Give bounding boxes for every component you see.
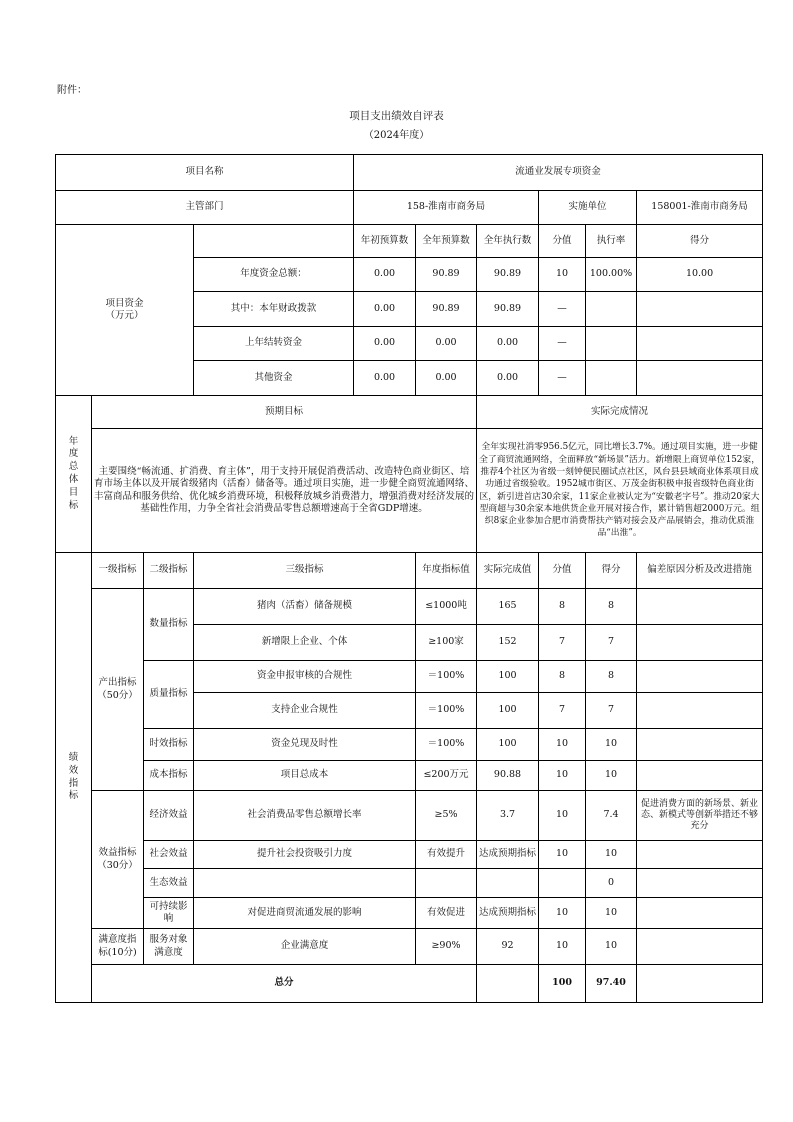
- perf-header: 二级指标: [144, 553, 194, 589]
- funds-cell: 90.89: [477, 292, 539, 327]
- indicator-note: [637, 729, 763, 761]
- indicator-name: 资金申报审核的合规性: [194, 661, 416, 693]
- funds-cell: [637, 327, 763, 361]
- project-name-label: 项目名称: [56, 155, 354, 191]
- indicator-score: 8: [539, 661, 586, 693]
- indicator-got: 7: [586, 625, 637, 661]
- indicator-actual: 152: [477, 625, 539, 661]
- indicator-note: [637, 661, 763, 693]
- project-name-value: 流通业发展专项资金: [354, 155, 763, 191]
- funds-row-name: 其他资金: [194, 361, 354, 396]
- impl-unit-value: 158001-淮南市商务局: [637, 191, 763, 225]
- indicator-got: 7: [586, 693, 637, 729]
- indicator-target: 有效促进: [416, 898, 477, 929]
- actual-result-text: 全年实现社消零956.5亿元，同比增长3.7%。通过项目实施，进一步健全了商贸流通网络，全面释放“新场景”活力。新增限上商贸单位152家，推荐4个社区为省级一刻钟便民圈试点社区，风台县县域商业体系项目成功通过省级验收。1952城市街区、万茂金街积极申报省级特色商业街区，新引进首店30余家，11家企业被认定为“安徽老字号”。推动20家大型商超与30余家本地供货企业开展对接合作，累计销售超2000万元。组织8家企业参加合肥市消费帮扶产销对接会及产品展销会，推动优质淮品“出淮”。: [477, 429, 763, 553]
- perf-row: [56, 869, 763, 898]
- expected-goal-text: 主要围绕“畅流通、扩消费、育主体”，用于支持开展促消费活动、改造特色商业街区、培育市场主体以及开展省级猪肉（活畜）储备等。通过项目实施，进一步健全商贸流通网络、丰富商品和服务供给、优化城乡消费环境，积极释放城乡消费潜力，增强消费对经济发展的基础性作用，力争全省社会消费品零售总额增速高于全省GDP增速。: [92, 429, 477, 553]
- perf-row: [56, 729, 763, 761]
- sustainable-label: 可持续影 响: [144, 898, 194, 929]
- perf-header: 得分: [586, 553, 637, 589]
- funds-row-name: 其中：本年财政拨款: [194, 292, 354, 327]
- perf-header: 偏差原因分析及改进措施: [637, 553, 763, 589]
- year-subtitle: （2024年度）: [363, 130, 430, 141]
- indicator-note: [637, 589, 763, 625]
- indicator-note: [637, 761, 763, 791]
- attachment-label: 附件：: [57, 85, 87, 96]
- indicator-got: 10: [586, 729, 637, 761]
- dept-value: 158-淮南市商务局: [354, 191, 539, 225]
- total-score: 100: [539, 965, 586, 1003]
- indicator-actual: 165: [477, 589, 539, 625]
- funds-cell: 0.00: [477, 327, 539, 361]
- indicator-actual: 3.7: [477, 791, 539, 841]
- indicator-actual: 100: [477, 661, 539, 693]
- funds-cell: 0.00: [354, 258, 416, 292]
- indicator-name: 资金兑现及时性: [194, 729, 416, 761]
- funds-header: 全年执行数: [477, 225, 539, 258]
- funds-cell: [586, 327, 637, 361]
- perf-header: 实际完成值: [477, 553, 539, 589]
- funds-header: 执行率: [586, 225, 637, 258]
- department-row: [56, 191, 763, 225]
- total-got: 97.40: [586, 965, 637, 1003]
- funds-cell: 90.89: [416, 292, 477, 327]
- self-evaluation-table: [55, 154, 763, 1003]
- indicator-target: 有效提升: [416, 841, 477, 869]
- quantity-label: 数量指标: [144, 589, 194, 661]
- funds-cell: [637, 292, 763, 327]
- satisfaction-indicator-label: 满意度指 标(10分): [92, 929, 144, 965]
- perf-row: [56, 841, 763, 869]
- indicator-note: [637, 625, 763, 661]
- funds-header: 分值: [539, 225, 586, 258]
- indicator-actual: 90.88: [477, 761, 539, 791]
- indicator-name: 支持企业合规性: [194, 693, 416, 729]
- expected-goal-header: 预期目标: [92, 396, 477, 429]
- perf-row: [56, 929, 763, 965]
- indicator-got: 8: [586, 589, 637, 625]
- funds-header-row: [56, 225, 763, 258]
- indicator-target: ≥90%: [416, 929, 477, 965]
- funds-row-name: 上年结转资金: [194, 327, 354, 361]
- funds-cell: [586, 361, 637, 396]
- indicator-name: 猪肉（活畜）储备规模: [194, 589, 416, 625]
- indicator-note: [637, 841, 763, 869]
- perf-header: 三级指标: [194, 553, 416, 589]
- indicator-target: ＝100%: [416, 661, 477, 693]
- perf-row: [56, 898, 763, 929]
- funds-cell: —: [539, 361, 586, 396]
- indicator-got: 10: [586, 898, 637, 929]
- perf-header: 年度指标值: [416, 553, 477, 589]
- perf-row: [56, 661, 763, 693]
- service-satisfaction-label: 服务对象 满意度: [144, 929, 194, 965]
- total-row: [56, 965, 763, 1003]
- indicator-name: 社会消费品零售总额增长率: [194, 791, 416, 841]
- funds-cell: —: [539, 292, 586, 327]
- indicator-got: 0: [586, 869, 637, 898]
- perf-header: 一级指标: [92, 553, 144, 589]
- indicator-name: 对促进商贸流通发展的影响: [194, 898, 416, 929]
- ecological-label: 生态效益: [144, 869, 194, 898]
- funds-label: 项目资金 （万元）: [56, 225, 194, 396]
- indicator-note: [637, 898, 763, 929]
- indicator-score: 10: [539, 729, 586, 761]
- goals-label: 年度总体目标: [68, 435, 79, 511]
- indicator-got: 10: [586, 761, 637, 791]
- page-title: 项目支出绩效自评表: [349, 110, 444, 122]
- funds-cell: 10.00: [637, 258, 763, 292]
- funds-cell: 0.00: [354, 327, 416, 361]
- actual-result-header: 实际完成情况: [477, 396, 763, 429]
- indicator-name: 企业满意度: [194, 929, 416, 965]
- funds-cell: 0.00: [354, 292, 416, 327]
- indicator-name: [194, 869, 416, 898]
- total-label: 总分: [92, 965, 477, 1003]
- funds-header: 年初预算数: [354, 225, 416, 258]
- quality-label: 质量指标: [144, 661, 194, 729]
- funds-cell: 0.00: [477, 361, 539, 396]
- indicator-note: [637, 869, 763, 898]
- social-label: 社会效益: [144, 841, 194, 869]
- indicator-actual: [477, 869, 539, 898]
- funds-row-name: 年度资金总额：: [194, 258, 354, 292]
- funds-cell: [637, 361, 763, 396]
- indicator-target: ≤1000吨: [416, 589, 477, 625]
- indicator-score: 10: [539, 841, 586, 869]
- timeliness-label: 时效指标: [144, 729, 194, 761]
- indicator-note: [637, 929, 763, 965]
- dept-label: 主管部门: [56, 191, 354, 225]
- perf-header-row: [56, 553, 763, 589]
- indicator-name: 新增限上企业、个体: [194, 625, 416, 661]
- funds-cell: 0.00: [416, 327, 477, 361]
- funds-header: 得分: [637, 225, 763, 258]
- indicator-score: 7: [539, 625, 586, 661]
- indicator-actual: 92: [477, 929, 539, 965]
- indicator-score: 8: [539, 589, 586, 625]
- benefit-indicator-label: 效益指标 （30分）: [92, 791, 144, 929]
- funds-header-blank: [194, 225, 354, 258]
- indicator-actual: 达成预期指标: [477, 898, 539, 929]
- indicator-score: 7: [539, 693, 586, 729]
- total-blank: [477, 965, 539, 1003]
- economic-label: 经济效益: [144, 791, 194, 841]
- funds-cell: 10: [539, 258, 586, 292]
- indicator-score: 10: [539, 791, 586, 841]
- indicator-got: 10: [586, 929, 637, 965]
- funds-cell: —: [539, 327, 586, 361]
- cost-label: 成本指标: [144, 761, 194, 791]
- indicator-target: ≥100家: [416, 625, 477, 661]
- indicator-target: ＝100%: [416, 693, 477, 729]
- indicator-score: 10: [539, 929, 586, 965]
- indicator-got: 10: [586, 841, 637, 869]
- indicator-actual: 达成预期指标: [477, 841, 539, 869]
- total-note: [637, 965, 763, 1003]
- funds-cell: 100.00%: [586, 258, 637, 292]
- perf-header: 分值: [539, 553, 586, 589]
- output-indicator-label: 产出指标 （50分）: [92, 589, 144, 791]
- perf-row: [56, 589, 763, 625]
- funds-cell: 0.00: [354, 361, 416, 396]
- indicator-name: 提升社会投资吸引力度: [194, 841, 416, 869]
- indicator-score: [539, 869, 586, 898]
- indicator-name: 项目总成本: [194, 761, 416, 791]
- indicator-actual: 100: [477, 729, 539, 761]
- indicator-target: [416, 869, 477, 898]
- indicator-got: 7.4: [586, 791, 637, 841]
- funds-cell: 0.00: [416, 361, 477, 396]
- funds-cell: 90.89: [477, 258, 539, 292]
- indicator-score: 10: [539, 761, 586, 791]
- goals-content-row: [56, 429, 763, 553]
- indicator-note: 促进消费方面的新场景、新业态、新模式等创新举措还不够充分: [637, 791, 763, 841]
- indicator-target: ≥5%: [416, 791, 477, 841]
- indicator-got: 8: [586, 661, 637, 693]
- indicator-target: ≤200万元: [416, 761, 477, 791]
- perf-row: [56, 791, 763, 841]
- perf-label-cell: [56, 553, 92, 1003]
- indicator-note: [637, 693, 763, 729]
- impl-unit-label: 实施单位: [539, 191, 637, 225]
- funds-header: 全年预算数: [416, 225, 477, 258]
- indicator-target: ＝100%: [416, 729, 477, 761]
- goals-header-row: [56, 396, 763, 429]
- perf-label: 绩效指标: [68, 751, 79, 802]
- perf-row: [56, 761, 763, 791]
- funds-cell: [586, 292, 637, 327]
- goals-label-cell: [56, 396, 92, 553]
- indicator-score: 10: [539, 898, 586, 929]
- indicator-actual: 100: [477, 693, 539, 729]
- project-name-row: [56, 155, 763, 191]
- funds-cell: 90.89: [416, 258, 477, 292]
